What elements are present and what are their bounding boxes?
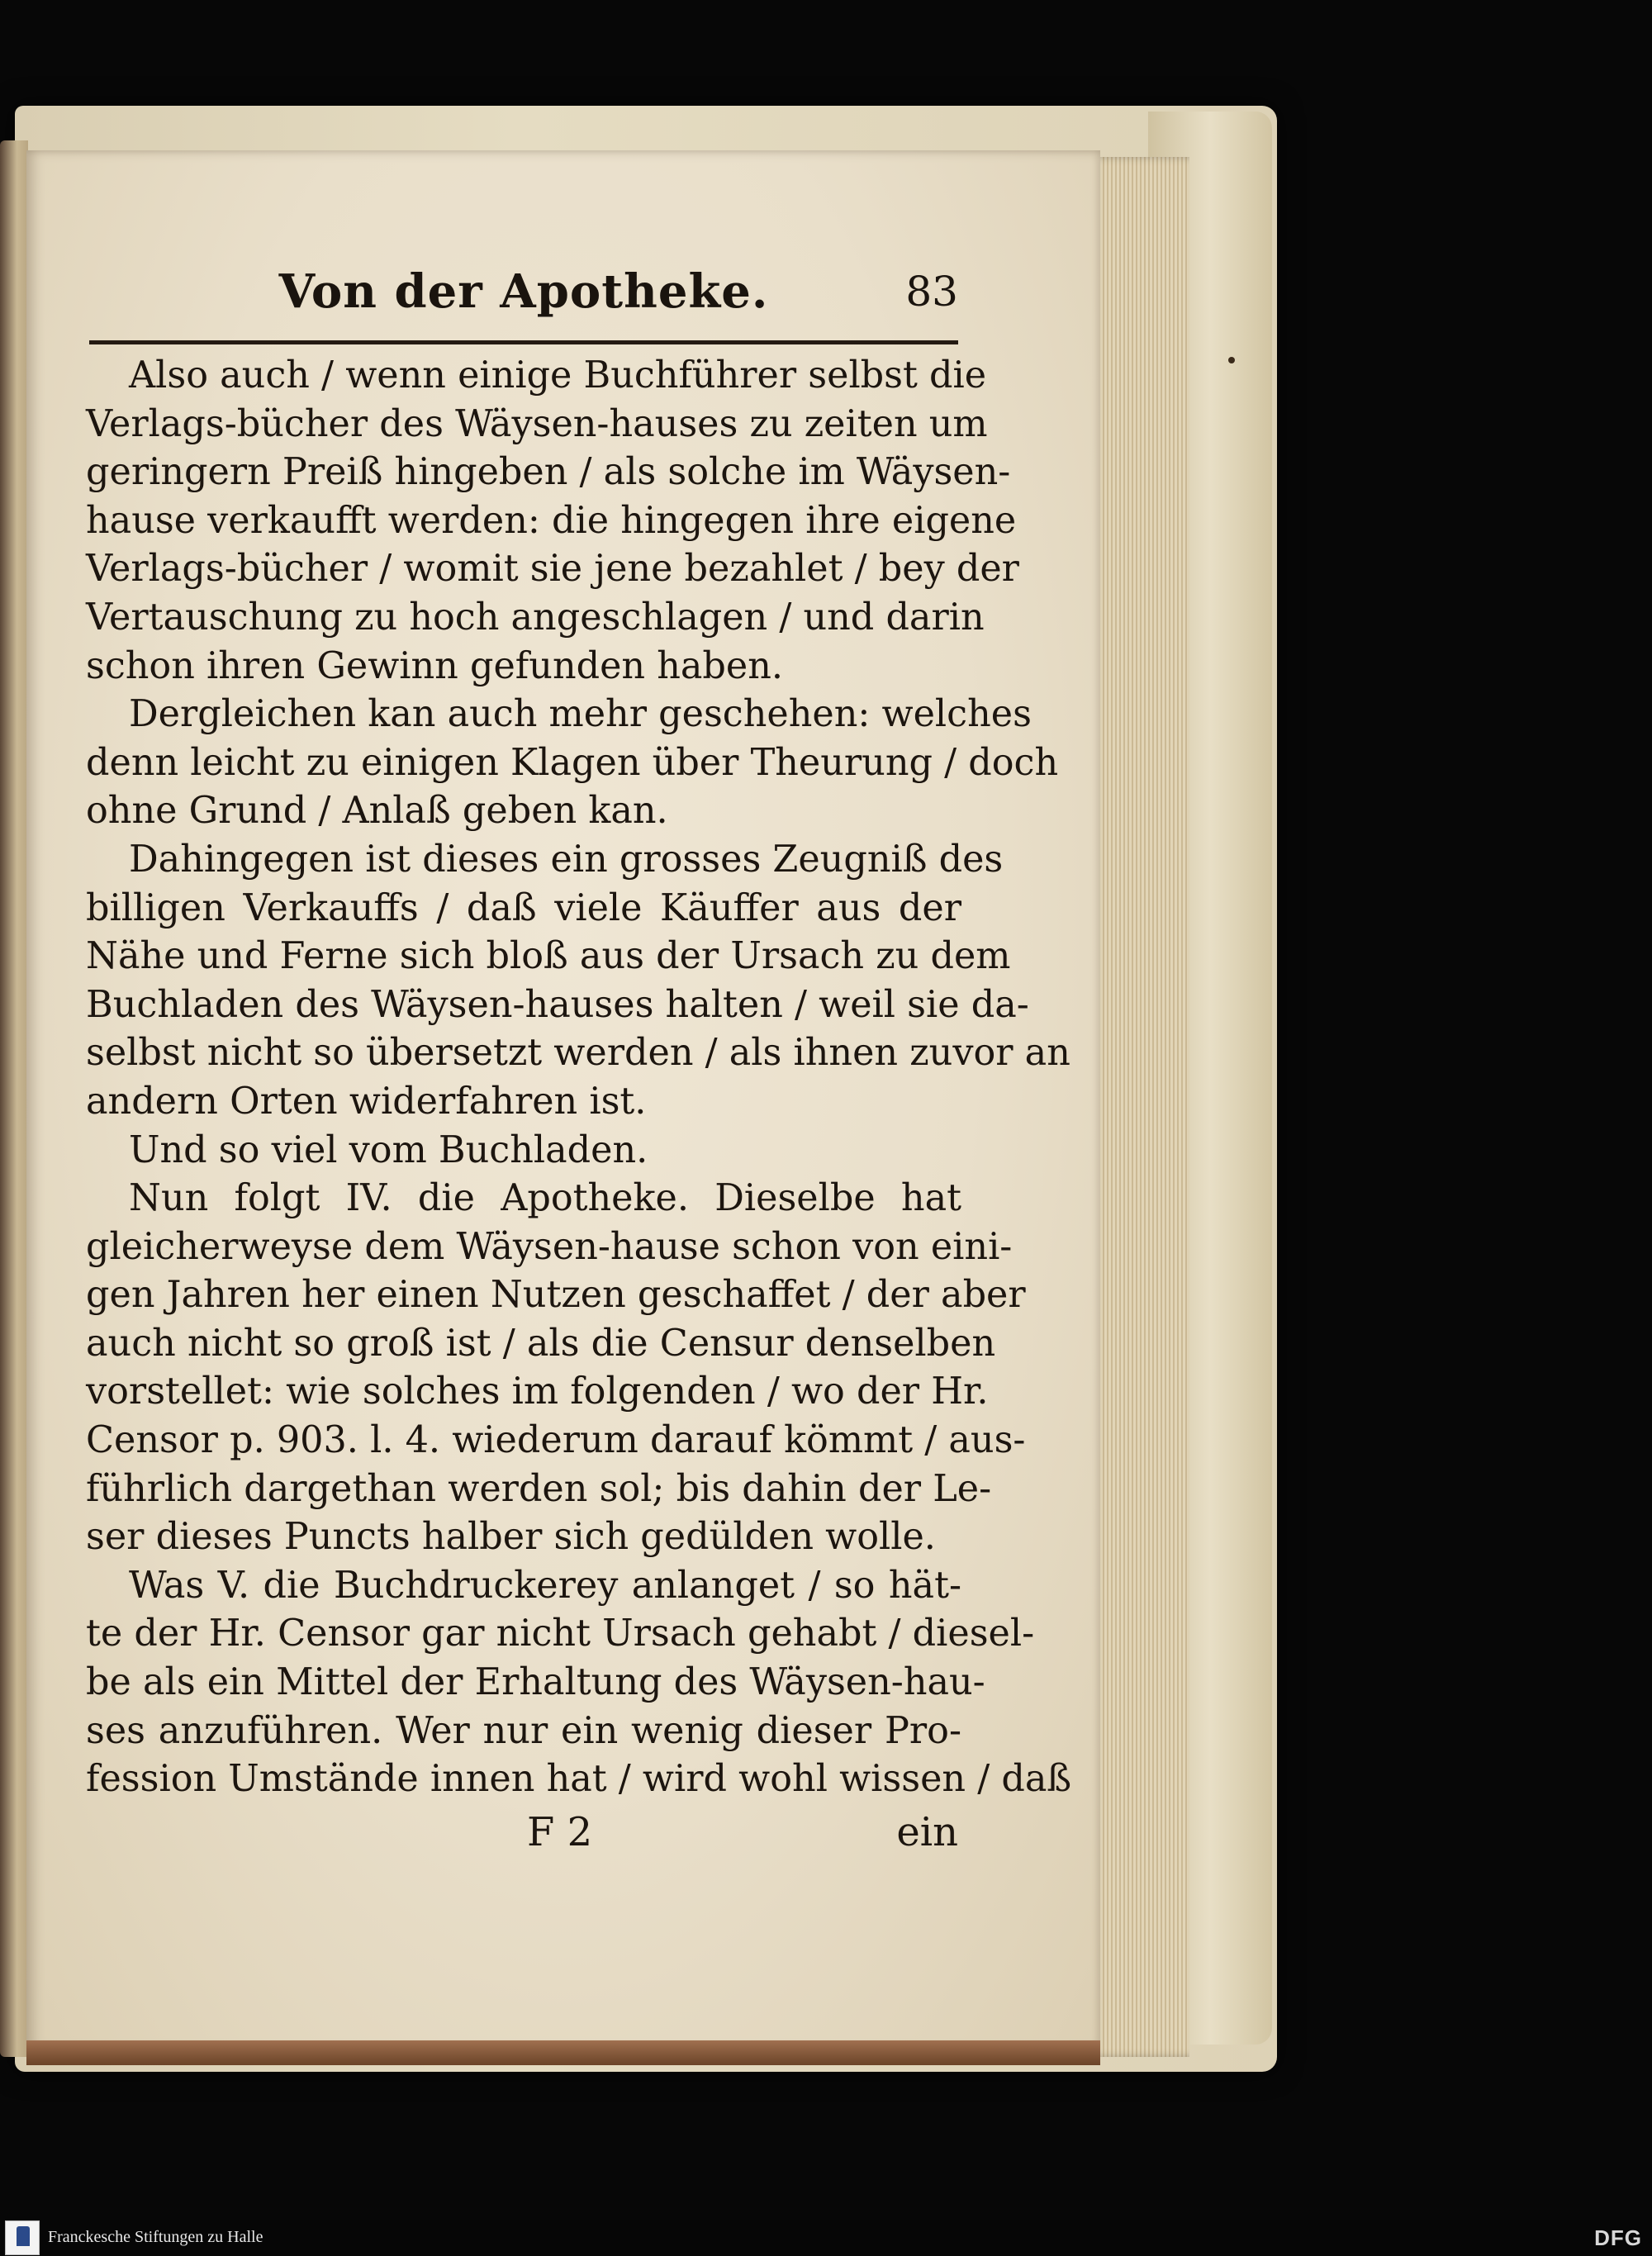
text-line: Nähe und Ferne sich bloß aus der Ursach zu dem bbox=[86, 935, 1011, 978]
text-line: auch nicht so groß ist / als die Censur denselben bbox=[86, 1322, 996, 1365]
text-line: denn leicht zu einigen Klagen über Theurung / doch bbox=[86, 741, 1059, 784]
text-line: ses anzuführen. Wer nur ein wenig dieser Pro- bbox=[86, 1709, 961, 1752]
signature-mark: F 2 bbox=[527, 1809, 593, 1855]
running-head: Von der Apotheke. bbox=[278, 264, 769, 319]
text-line: Was V. die Buchdruckerey anlanget / so hät- bbox=[129, 1564, 961, 1607]
text-line: hause verkaufft werden: die hingegen ihre eigene bbox=[86, 499, 1017, 542]
text-line: Censor p. 903. l. 4. wiederum darauf kömmt / aus- bbox=[86, 1419, 1026, 1462]
text-line: billigen Verkauffs / daß viele Käuffer aus der bbox=[86, 886, 961, 929]
page-header bbox=[89, 264, 958, 339]
text-line: Dahingegen ist dieses ein grosses Zeugniß des bbox=[129, 838, 1004, 881]
page-edges bbox=[1090, 157, 1189, 2057]
page-number: 83 bbox=[905, 268, 958, 316]
text-line: Dergleichen kan auch mehr geschehen: welches bbox=[129, 693, 1032, 736]
text-line: andern Orten widerfahren ist. bbox=[86, 1080, 647, 1123]
text-line: Vertauschung zu hoch angeschlagen / und darin bbox=[86, 596, 985, 639]
text-line: geringern Preiß hingeben / als solche im Wäysen- bbox=[86, 451, 1011, 494]
institution-logo-icon bbox=[5, 2220, 40, 2255]
text-line: führlich dargethan werden sol; bis dahin der Le- bbox=[86, 1467, 992, 1510]
page-footer bbox=[89, 1809, 958, 1859]
text-line: gleicherweyse dem Wäysen-hause schon von eini- bbox=[86, 1225, 1013, 1268]
text-line: Verlags-bücher des Wäysen-hauses zu zeiten um bbox=[86, 402, 988, 445]
page-bottom-edge bbox=[26, 2040, 1100, 2065]
text-line: ser dieses Puncts halber sich gedülden wolle. bbox=[86, 1516, 936, 1559]
body-text bbox=[86, 352, 1072, 1804]
text-line: selbst nicht so übersetzt werden / als ihnen zuvor an bbox=[86, 1032, 1070, 1075]
text-line: te der Hr. Censor gar nicht Ursach gehabt / diesel- bbox=[86, 1612, 1035, 1655]
dfg-logo: DFG bbox=[1594, 2225, 1642, 2250]
text-line: fession Umstände innen hat / wird wohl wissen / daß bbox=[86, 1758, 1072, 1801]
text-line: Verlags-bücher / womit sie jene bezahlet / bey der bbox=[86, 548, 1019, 591]
text-line: gen Jahren her einen Nutzen geschaffet / der aber bbox=[86, 1274, 1026, 1317]
institution-name: Franckesche Stiftungen zu Halle bbox=[48, 2228, 263, 2246]
text-line: ohne Grund / Anlaß geben kan. bbox=[86, 790, 668, 833]
text-line: vorstellet: wie solches im folgenden / wo der Hr. bbox=[86, 1370, 989, 1413]
text-line: Und so viel vom Buchladen. bbox=[129, 1128, 648, 1171]
catchword: ein bbox=[896, 1809, 958, 1855]
text-line: Buchladen des Wäysen-hauses halten / weil sie da- bbox=[86, 983, 1029, 1026]
left-leaf-edge bbox=[0, 140, 28, 2057]
text-line: Also auch / wenn einige Buchführer selbst die bbox=[129, 354, 987, 397]
header-rule bbox=[89, 340, 958, 344]
text-line: be als ein Mittel der Erhaltung des Wäysen-hau- bbox=[86, 1661, 985, 1704]
text-line: Nun folgt IV. die Apotheke. Dieselbe hat bbox=[129, 1177, 961, 1220]
text-line: schon ihren Gewinn gefunden haben. bbox=[86, 644, 784, 687]
page-mark bbox=[1228, 357, 1235, 363]
